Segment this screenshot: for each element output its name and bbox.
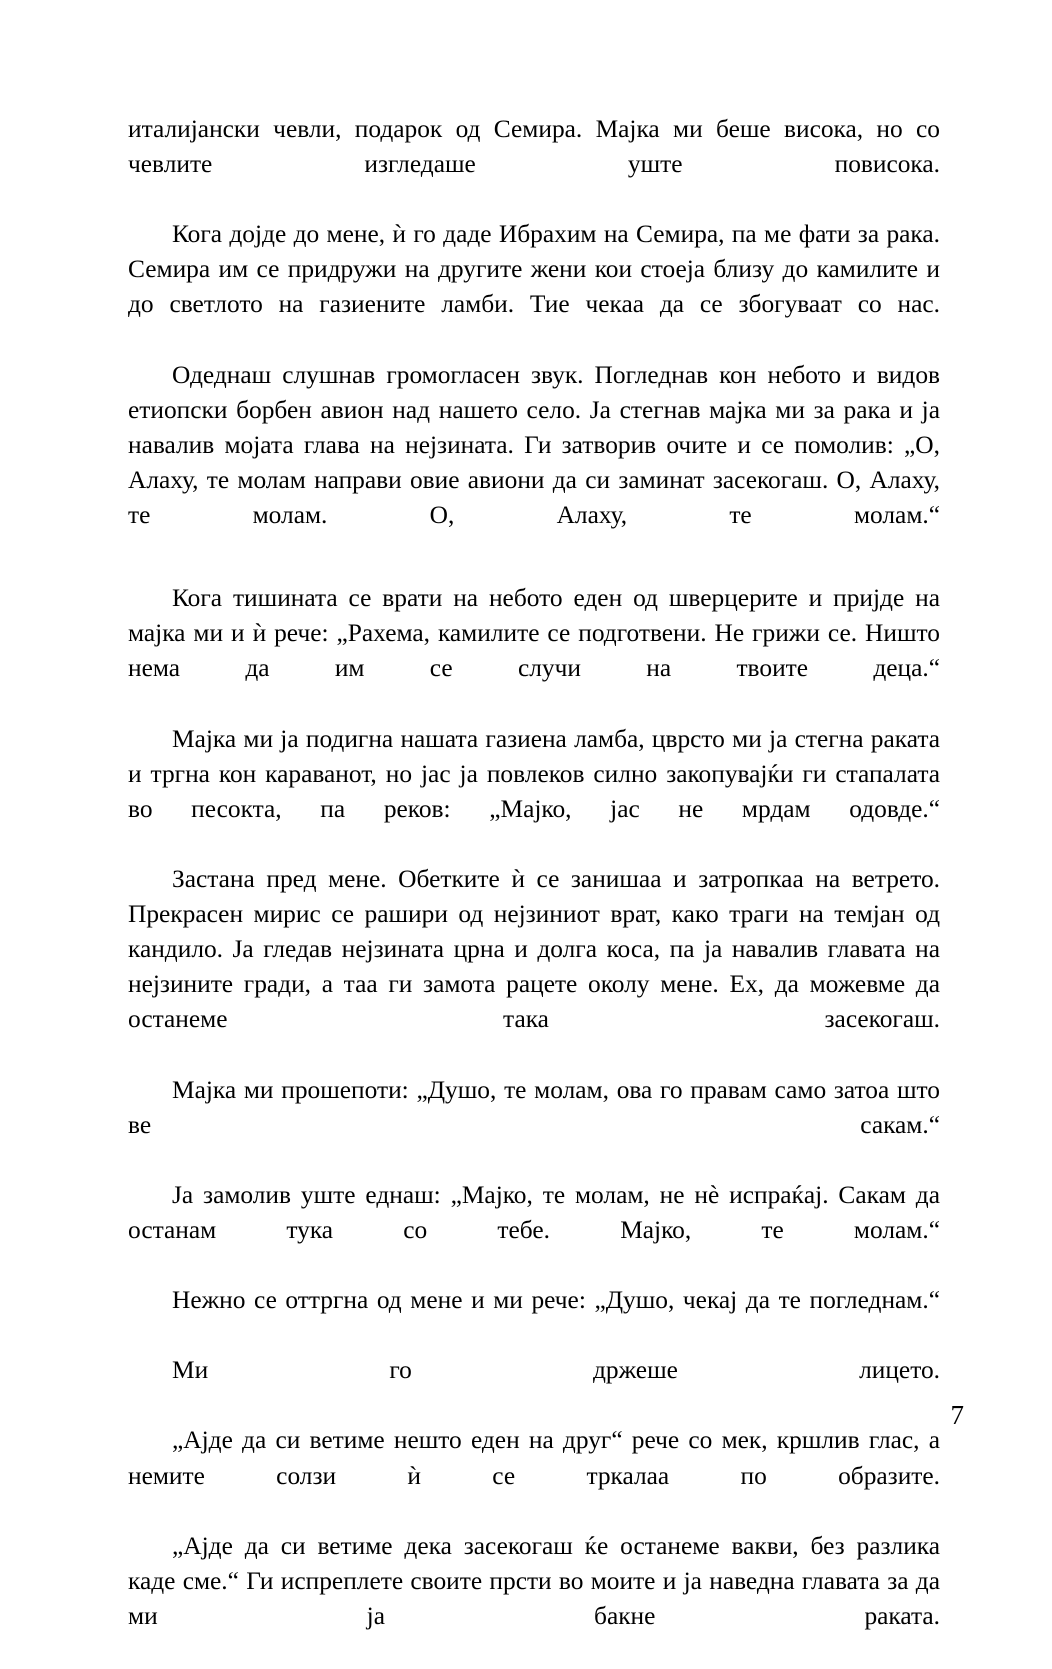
page-number: 7: [950, 1400, 964, 1430]
paragraph: Нежно се оттргна од мене и ми рече: „Душо, чекај да те погледнам.“: [172, 1286, 940, 1315]
page-body-text: [128, 112, 940, 1669]
paragraph: Кога дојде до мене, ѝ го даде Ибрахим на Семира, па ме фати за рака. Семира им се придружи на другите жени кои стоеја близу до камилите и до светлото на газиените ламби. Тие чекаа да се збогуваат со нас.: [128, 220, 940, 319]
paragraph: Застана пред мене. Обетките ѝ се занишаа и затропкаа на ветрето. Прекрасен мирис се рашири од нејзиниот врат, како траги на темјан од кандило. Ја гледав нејзината црна и долга коса, па ја навалив главата на нејзините гради, а таа ги замота рацете околу мене. Ех, да можевме да останеме така засекогаш.: [128, 864, 940, 1034]
paragraph: Мајка ми прошепоти: „Душо, те молам, ова го правам само затоа што ве сакам.“: [128, 1075, 940, 1139]
paragraph: „Ајде да си ветиме дека засекогаш ќе останеме вакви, без разлика каде сме.“ Ги испреплете своите прсти во моите и ја наведна главата за да ми ја бакне раката.: [128, 1531, 940, 1630]
paragraph: Кога тишината се врати на небото еден од шверцерите и пријде на мајка ми и ѝ рече: „Рахема, камилите се подготвени. Не грижи се. Ништо нема да им се случи на твоите деца.“: [128, 584, 940, 683]
paragraph: италијански чевли, подарок од Семира. Мајка ми беше висока, но со чевлите изгледаше уште повисока.: [128, 115, 940, 179]
paragraph: Одеднаш слушнав громогласен звук. Погледнав кон небото и видов етиопски борбен авион над нашето село. Ја стегнав мајка ми за рака и ја навалив мојата глава на нејзината. Ги затворив очите и се помолив: „О, Алаху, те молам направи овие авиони да си заминат засекогаш. О, Алаху, те молам. О, Алаху, те молам.“: [128, 360, 940, 530]
paragraph: Ја замолив уште еднаш: „Мајко, те молам, не нѐ испраќај. Сакам да останам тука со тебе. Мајко, те молам.“: [128, 1180, 940, 1244]
paragraph: „Ајде да си ветиме нешто еден на друг“ рече со мек, кршлив глас, а немите солзи ѝ се тркалаа по образите.: [128, 1426, 940, 1490]
paragraph: Ми го држеше лицето.: [172, 1356, 940, 1385]
paragraph: Мајка ми ја подигна нашата газиена ламба, цврсто ми ја стегна раката и тргна кон караванот, но јас ја повлеков силно закопувајќи ги стапалата во песокта, па реков: „Мајко, јас не мрдам одовде.“: [128, 724, 940, 823]
